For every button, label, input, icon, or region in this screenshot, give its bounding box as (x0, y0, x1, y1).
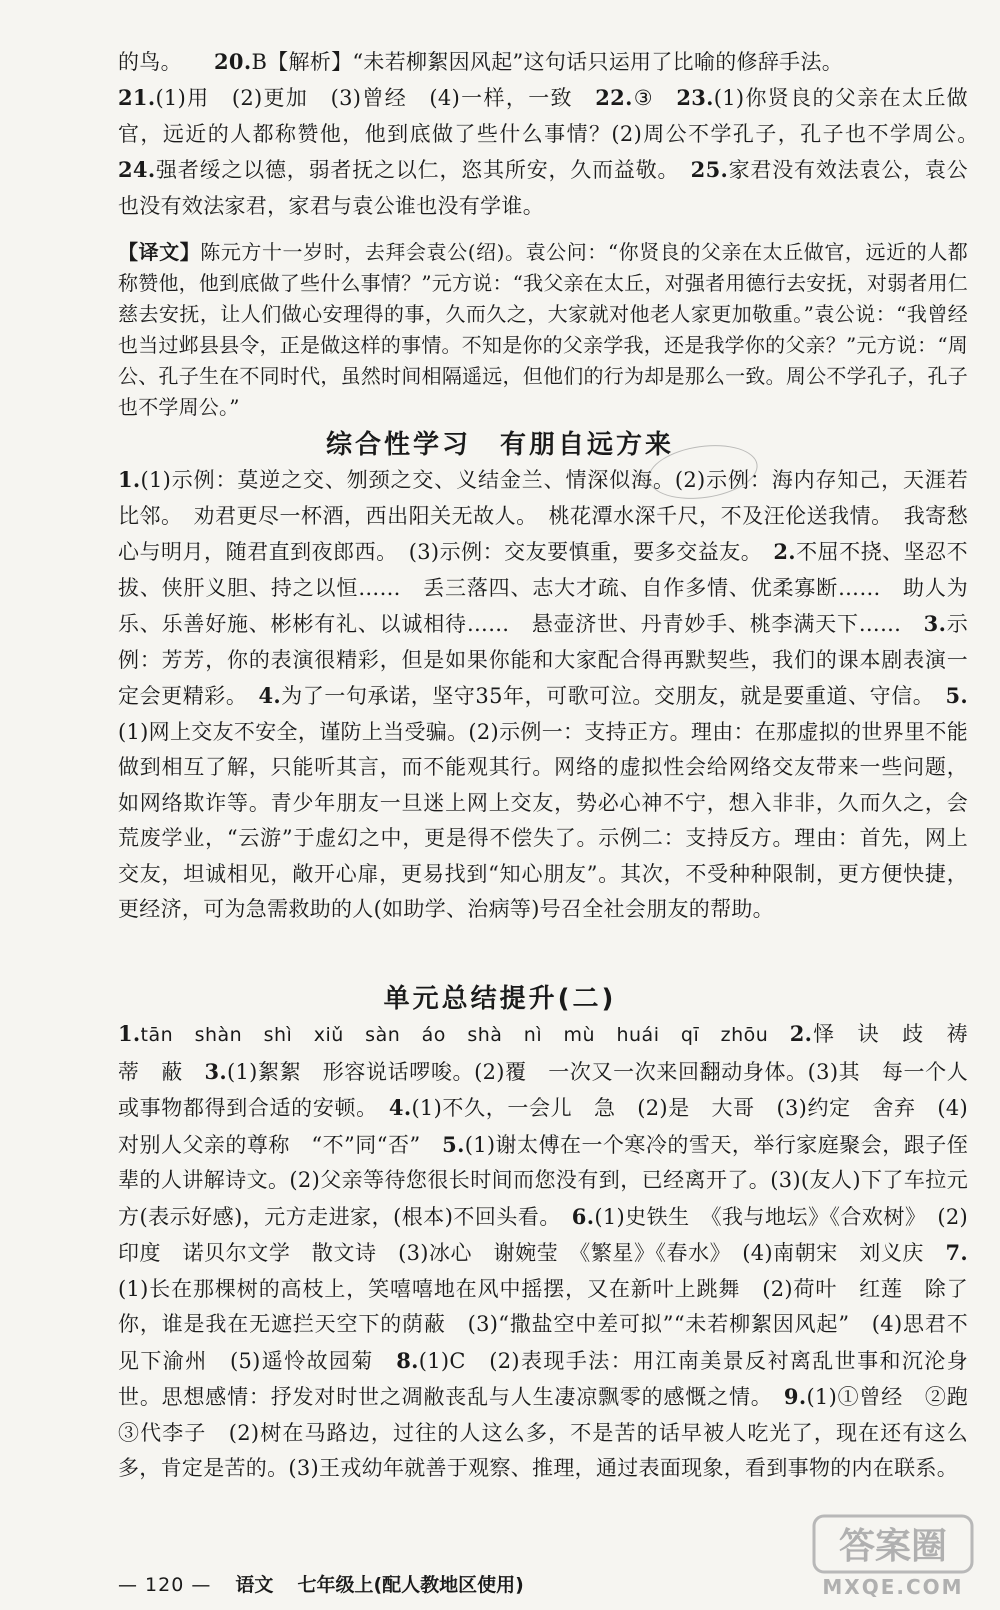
section2-answers (118, 1016, 990, 1487)
question-number: 1. (118, 1021, 141, 1046)
question-number: 24. (118, 157, 156, 182)
question-number: 25. (690, 157, 729, 182)
question-number: 23. (676, 85, 714, 110)
question-number: 6. (571, 1203, 595, 1229)
section-title-unit-summary: 单元总结提升(二) (383, 984, 617, 1014)
watermark-logo (808, 1510, 978, 1600)
answer-text: (1)长在那棵树的高枝上，笑嘻嘻地在风中摇摆，又在新叶上跳舞 (2)荷叶 红莲 除了你，谁是我在无遮拦天空下的荫蔽 (3)“撒盐空中差可拟”“未若柳絮因风起” (4)思君不见下渝州 (5)遥怜故园菊 (118, 1276, 968, 1373)
answer-line-19-20 (118, 44, 968, 81)
question-number: 8. (396, 1347, 419, 1373)
answer-text: (1)网上交友不安全，谨防上当受骗。(2)示例一：支持正方。理由：在那虚拟的世界里不能做到相互了解，只能听其言，而不能观其行。网络的虚拟性会给网络交友带来一些问题，如网络欺诈等。青少年朋友一旦迷上网上交友，势必心神不宁，想入非非，久而久之，会荒废学业，“云游”于虚幻之中，更是得不偿失了。示例二：支持反方。理由：首先，网上交友，坦诚相见，敞开心扉，更易找到“知心朋友”。其次，不受种种限制，更方便快捷，更经济，可为急需救助的人(如助学、治病等)号召全社会朋友的帮助。 (118, 719, 968, 921)
answer-text: (1)①曾经 ②跑 ③代李子 (2)树在马路边，过往的人这么多，不是苦的话早被人吃光了，现在还有这么多，肯定是苦的。(3)王戎幼年就善于观察、推理，通过表面现象，看到事物的内在联系。 (118, 1385, 990, 1480)
translation-block (118, 237, 968, 423)
footer-subject: 语文 (235, 1574, 274, 1596)
answer-text: (1)用 (2)更加 (3)曾经 (4)一样，一致 (155, 86, 596, 110)
answer-text: (1)示例：莫逆之交、刎颈之交、义结金兰、情深似海。(2)示例：海内存知己，天涯若比邻。 劝君更尽一杯酒，西出阳关无故人。 桃花潭水深千尺，不及汪伦送我情。 我寄愁心与明月，随君直到夜郎西。 (3)示例：交友要慎重，要多交益友。 (118, 468, 968, 564)
question-number: 1. (118, 467, 141, 492)
question-number: 4. (258, 683, 282, 708)
answers-21-25 (118, 80, 990, 224)
question-number: 3. (923, 611, 947, 636)
question-number: 5. (442, 1131, 465, 1157)
page-footer (118, 1570, 524, 1597)
answer-text: ③ (632, 86, 677, 110)
answer-text: (1)你贤良的父亲在太丘做官，远近的人都称赞他，他到底做了些什么事情？(2)周公不学孔子，孔子也不学周公。 (118, 86, 990, 146)
translation-tag: 【译文】 (118, 240, 201, 264)
answer-text: B【解析】“未若柳絮因风起”这句话只运用了比喻的修辞手法。 (251, 50, 844, 74)
answer-text: (1)不久，一会儿 急 (2)是 大哥 (3)约定 舍弃 (4)对别人父亲的尊称 “不”同“否” (118, 1096, 968, 1157)
section-title-comprehensive-learning: 综合性学习 有朋自远方来 (325, 430, 674, 460)
question-number: 21. (118, 85, 156, 110)
question-number: 22. (595, 85, 633, 110)
question-number: 9. (783, 1384, 807, 1409)
answer-text: (1)谢太傅在一个寒冷的雪天，举行家庭聚会，跟子侄辈的人讲解诗文。(2)父亲等待您很长时间而您没有到，已经离开了。(3)(友人)下了车拉元方(表示好感)，元方走进家，(根本)不回头看。 (118, 1132, 968, 1229)
answer-text: 强者绥之以德，弱者抚之以仁，恣其所安，久而益敬。 (155, 158, 691, 182)
question-number: 20. (214, 49, 252, 74)
question-number: 2. (773, 539, 796, 564)
question-number: 4. (388, 1095, 412, 1120)
pinyin-answer: tān shàn shì xiǔ sàn áo shà nì mù huái qī zhōu (140, 1024, 790, 1046)
answer-text: 不屈不挠、坚忍不拔、侠肝义胆、持之以恒…… 丢三落四、志大才疏、自作多情、优柔寡断…… 助人为乐、乐善好施、彬彬有礼、以诚相待…… 悬壶济世、丹青妙手、桃李满天下…… (118, 540, 968, 636)
question-number: 7. (945, 1240, 968, 1265)
answer-text: (1)絮絮 形容说话啰唆。(2)覆 一次又一次来回翻动身体。(3)其 每一个人或事物都得到合适的安顿。 (118, 1059, 969, 1120)
question-number: 2. (789, 1021, 813, 1046)
translation-text: 陈元方十一岁时，去拜会袁公(绍)。袁公问：“你贤良的父亲在太丘做官，远近的人都称赞他，他到底做了些什么事情？”元方说：“我父亲在太丘，对强者用德行去安抚，对弱者用仁慈去安抚，让人们做心安理得的事，久而久之，大家就对他老人家更加敬重。”袁公说：“我曾经也当过邺县县令，正是做这样的事情。不知是你的父亲学我，还是我学你的父亲？”元方说：“周公、孔子生在不同时代，虽然时间相隔遥远，但他们的行为却是那么一致。周公不学孔子，孔子也不学周公。” (118, 240, 968, 419)
answer-text: 示例：芳芳，你的表演很精彩，但是如果你能和大家配合得再默契些，我们的课本剧表演一定会更精彩。 (118, 612, 968, 708)
question-number: 3. (204, 1058, 227, 1084)
answer-text: (1)C (2)表现手法：用江南美景反衬离乱世事和沉沦身世。思想感情：抒发对时世之凋敝丧乱与人生凄凉飘零的感慨之情。 (118, 1348, 968, 1409)
answer-text: 怿 诀 歧 祷 蒂 蔽 (118, 1022, 990, 1084)
answer-text: 家君没有效法袁公，袁公也没有效法家君，家君与袁公谁也没有学谁。 (118, 158, 968, 218)
watermark-url: MXQE.COM (822, 1575, 964, 1599)
answer-text: (1)史铁生 《我与地坛》《合欢树》 (2)印度 诺贝尔文学 散文诗 (3)冰心 谢婉莹 《繁星》《春水》 (4)南朝宋 刘义庆 (118, 1204, 968, 1265)
question-number: 5. (945, 683, 968, 708)
footer-grade: 七年级上(配人教地区使用) (297, 1574, 524, 1596)
text-fragment: 的鸟。 (118, 50, 172, 74)
watermark-text: 答案圈 (838, 1526, 948, 1567)
answer-text: 为了一句承诺，坚守35年，可歌可泣。交朋友，就是要重道、守信。 (281, 684, 946, 708)
page-number: — 120 — (118, 1574, 212, 1596)
section1-answers (118, 462, 968, 928)
